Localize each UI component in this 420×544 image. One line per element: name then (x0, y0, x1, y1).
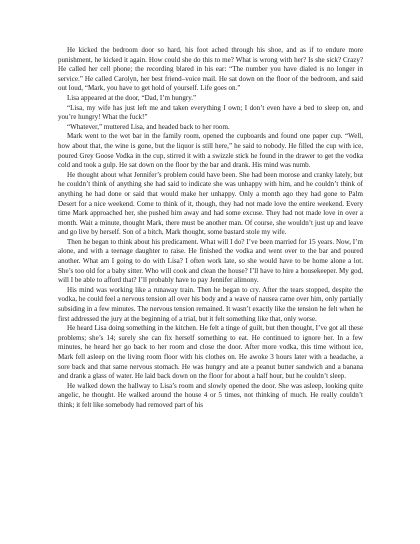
paragraph: Then he began to think about his predicament. What will I do? I’ve been married for 15 years. Now, I’m alone, and with a teenage daughter to raise. He finished the vodka and went over to the bar and poured another. What am I going to do with Lisa? I often work late, so she would have to be home alone a lot. She’s too old for a baby sitter. Who will cook and clean the house? I’ll have to hire a housekeeper. My god, will I be able to afford that? I’ll probably have to pay Jennifer alimony. (58, 237, 363, 285)
paragraph: He kicked the bedroom door so hard, his foot ached through his shoe, and as if to endure more punishment, he kicked it again. How could she do this to me? What is wrong with her? Is she sick? Crazy? He called her cell phone; the recording blared in his ear: “The number you have dialed is no longer in service.” He called Carolyn, her best friend–voice mail. He sat down on the floor of the bedroom, and said out loud, “Mark, you have to get hold of yourself. Life goes on.” (58, 46, 363, 93)
paragraph: He heard Lisa doing something in the kitchen. He felt a tinge of guilt, but then thought, I’ve got all these problems; she’s 14; surely she can fix herself something to eat. He continued to ignore her. In a few minutes, he heard her go back to her room and close the door. After more vodka, this time without ice, Mark fell asleep on the living room floor with his clothes on. He awoke 3 hours later with a headache, a sore back and that same nervous stomach. He was hungry and ate a peanut butter sandwich and a banana and drank a glass of water. He laid back down on the floor for about a half hour, but he couldn’t sleep. (58, 324, 363, 381)
paragraph: Lisa appeared at the door, “Dad, I’m hungry.” (67, 93, 197, 102)
paragraph: Mark went to the wet bar in the family room, opened the cupboards and found one paper cup. “Well, how about that, the wine is gone, but the liquor is still here,” he said to nobody. He filled the cup with ice, poured Grey Goose Vodka in the cup, stirred it with a swizzle stick he found in the drawer to get the vodka cold and took a gulp. He sat down on the floor by the bar and drank. His mind was numb. (58, 132, 363, 170)
document-page (58, 46, 363, 411)
paragraph: He thought about what Jennifer’s problem could have been. She had been morose and cranky lately, but he couldn’t think of anything she had said to indicate she was unhappy with him, and he couldn’t think of anything he had done or said that would make her unhappy. Only a month ago they had gone to Palm Desert for a nice weekend. Come to think of it, though, they had not made love the entire weekend. Every time Mark approached her, she pushed him away and had some excuse. They had not made love in over a month. Wait a minute, thought Mark, there must be another man. Of course, she wouldn’t just up and leave and go live by herself. Son of a bitch, Mark thought, some bastard stole my wife. (58, 170, 363, 237)
paragraph: He walked down the hallway to Lisa’s room and slowly opened the door. She was asleep, looking quite angelic, he thought. He walked around the house 4 or 5 times, not thinking of much. He really couldn’t think; it felt like somebody had removed part of his (58, 381, 363, 409)
paragraph: His mind was working like a runaway train. Then he began to cry. After the tears stopped, despite the vodka, he could feel a nervous tension all over his body and a wave of nausea came over him, only partially subsiding in a few minutes. The nervous tension remained. It wasn’t exactly like the tension he felt when he first addressed the jury at the beginning of a trial, but it felt something like that, only worse. (58, 285, 363, 323)
paragraph: “Lisa, my wife has just left me and taken everything I own; I don’t even have a bed to sleep on, and you’re hungry! What the fuck!” (58, 103, 363, 122)
paragraph: “Whatever,” muttered Lisa, and headed back to her room. (67, 122, 230, 131)
